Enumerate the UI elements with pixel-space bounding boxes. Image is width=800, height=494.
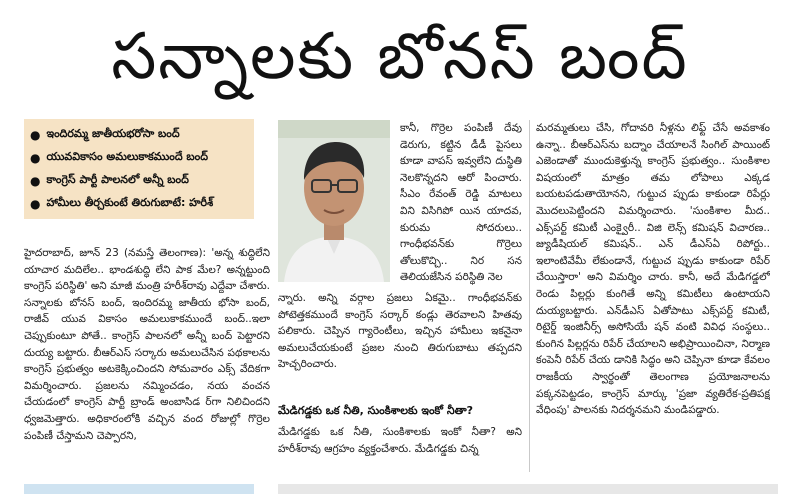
bullet-icon: ● [30,150,41,165]
highlight-item [30,169,248,192]
highlights-box [24,119,254,219]
article-column-right [536,120,770,472]
highlight-text: యువవికాసం అమలుకాకముందే బంద్ [46,149,209,163]
article-column-middle [278,290,522,400]
article-paragraph: మరమ్మతులు చేసి, గోదావరి నీళ్లను లిఫ్ట్ చేసే అవకాశం ఉన్నా.. బీఆర్ఎస్‌ను బద్నాం చేయాలనే సింగిల్ పాయింట్ ఎజెండాతో ముందుకెళ్తున్న కాంగ్రెస్ ప్రభుత్వం.. సుంకిశాల విషయంలో మాత్రం తమ లోపాలు ఎక్కడ బయటపడుతాయోనని, గుట్టుచ ప్పుడు కాకుండా రిపేర్లు మొదలుపెట్టిందని విమర్శించారు. 'సుంకిశాల మీద.. ఎక్స్‌పర్ట్ కమిటీ ఎంక్వైరీ.. విజి లెన్స్ కమిషన్ విచారణ.. జ్యుడీషియల్ కమిషన్.. ఎన్ డీఎస్ఏ రిపోర్టు.. ఇలాంటివేమీ లేకుండానే, గుట్టుచ ప్పుడు కాకుండా రిపేర్ చేయిస్తారా' అని విమర్శిం చారు. కానీ, అదే మేడిగడ్డలో రెండు పిల్లర్లు కుంగితే అన్ని కమిటీలు ఉంటాయని దుయ్యబట్టారు. ఎన్‌డీఎస్ ఏతోపాటు ఎక్స్‌పర్ట్ కమిటీ, రిటైర్డ్ ఇంజినీర్స్ అసోసియే షన్ వంటి వివిధ సంస్థలు.. కుంగిన పిల్లర్లను రిపేర్ చేయాలని అభిప్రాయించినా, నిర్మాణ కంపెనీ రిపేర్ చేయ డానికి సిద్ధం అని చెప్పినా కూడా కేవలం రాజకీయ స్వార్థంతో తెలంగాణ ప్రయోజనాలను పక్కనపెట్టడం, కాంగ్రెస్ మార్కు 'ప్రజా వ్యతిరేక-ప్రతిపక్ష వేధింపు' పాలనకు నిదర్శనమని మండిపడ్డారు. [536,122,770,417]
article-subheading: మేడిగడ్డకు ఒక నీతి, సుంకిశాలకు ఇంకో నీతా? [278,404,473,417]
highlight-text: ఇందిరమ్మ జాతీయభరోసా బంద్ [46,126,180,140]
portrait-photo [278,120,390,282]
highlight-text: కాంగ్రెస్ పార్టీ పాలనలో అన్నీ బంద్ [46,172,189,186]
next-story-strip [24,484,254,494]
highlight-text: హామీలు తీర్చకుంటే తిరుగుబాటే: హరీశ్ [46,195,214,209]
column-divider [529,120,530,472]
highlight-item [30,192,248,215]
article-paragraph: హైదరాబాద్, జూన్ 23 (నమస్తే తెలంగాణ): 'అన్న శుద్ధిలేని యాచార మదిలేల.. భాండశుద్ధి లేని పాక మేల? అన్నట్టుంది కాంగ్రెస్ పరిస్థితి' అని మాజీ మంత్రి హరీశ్‌రావు ఎద్దేవా చేశారు. సన్నాలకు బోనస్ బంద్, ఇందిరమ్మ జాతీయ భోసా బంద్, రాజీవ్ యువ వికాసం అమలుకాకముందే బంద్..ఇలా చెప్పుకుంటూ పోతే.. కాంగ్రెస్ పాలనలో అన్నీ బంద్ పెట్టారని దుయ్య బట్టారు. బీఆర్ఎస్ సర్కారు అమలుచేసిన పథకాలను కాంగ్రెస్ ప్రభుత్వం అటకెక్కించిందని సోమవారం ఎక్స్ వేదికగా విమర్శించారు. ప్రజలను నమ్మించడం, నయ వంచన చేయడంలో కాంగ్రెస్ పార్టీ బ్రాండ్ అంబాసిడ ర్‌గా నిలిచిందని ధ్వజమెత్తారు. అధికారంలోకి వచ్చిన వంద రోజుల్లో గొర్రెల పంపిణీ చేస్తామని చెప్పారని, [24,247,270,442]
article-paragraph: మేడిగడ్డకు ఒక నీతి, సుంకిశాలకు ఇంకో నీతా? అని హరీశ్‌రావు ఆగ్రహం వ్యక్తంచేశారు. మేడిగడ్డకు చిన్న [278,426,522,455]
highlight-item [30,146,248,169]
article-column-middle-end [278,424,522,472]
portrait-illustration [278,120,390,282]
article-paragraph: న్నారు. అన్ని వర్గాల ప్రజలు ఏకమై.. గాంధీభవన్‌కు పోటెత్తకముందే కాంగ్రెస్ సర్కార్ కండ్లు తెరవాలని హితవు పలికారు. చెప్పిన గ్యారెంటీలు, ఇచ్చిన హామీలు ఇకనైనా అమలుచేయకుంటే ప్రజల నుంచి తిరుగుబాటు తప్పదని హెచ్చరించారు. [278,292,522,371]
article-paragraph: కానీ, గొర్రెల పంపిణీ దేవు డెరుగు, కట్టిన డీడీ పైసలు కూడా వాపస్ ఇవ్వలేని దుస్థితి నెలకొన్నదని ఆరో పించారు. సీఎం రేవంత్ రెడ్డి మాటలు విని విసిగిపో యిన యాదవ, కురుమ సోదరులు.. గాంధీభవన్‌కు గొర్రెలు తోలుకొచ్చి.. నిర సన తెలియజేసిన పరిస్థితి నెల [400,122,522,284]
bullet-icon: ● [30,173,41,188]
next-story-strip [278,484,778,494]
article-column-middle-top [400,120,522,286]
article-column-left [24,245,270,467]
bullet-icon: ● [30,196,41,211]
headline: సన్నాలకు బోనస్ బంద్ [111,20,689,94]
highlight-item [30,123,248,146]
bullet-icon: ● [30,127,41,142]
